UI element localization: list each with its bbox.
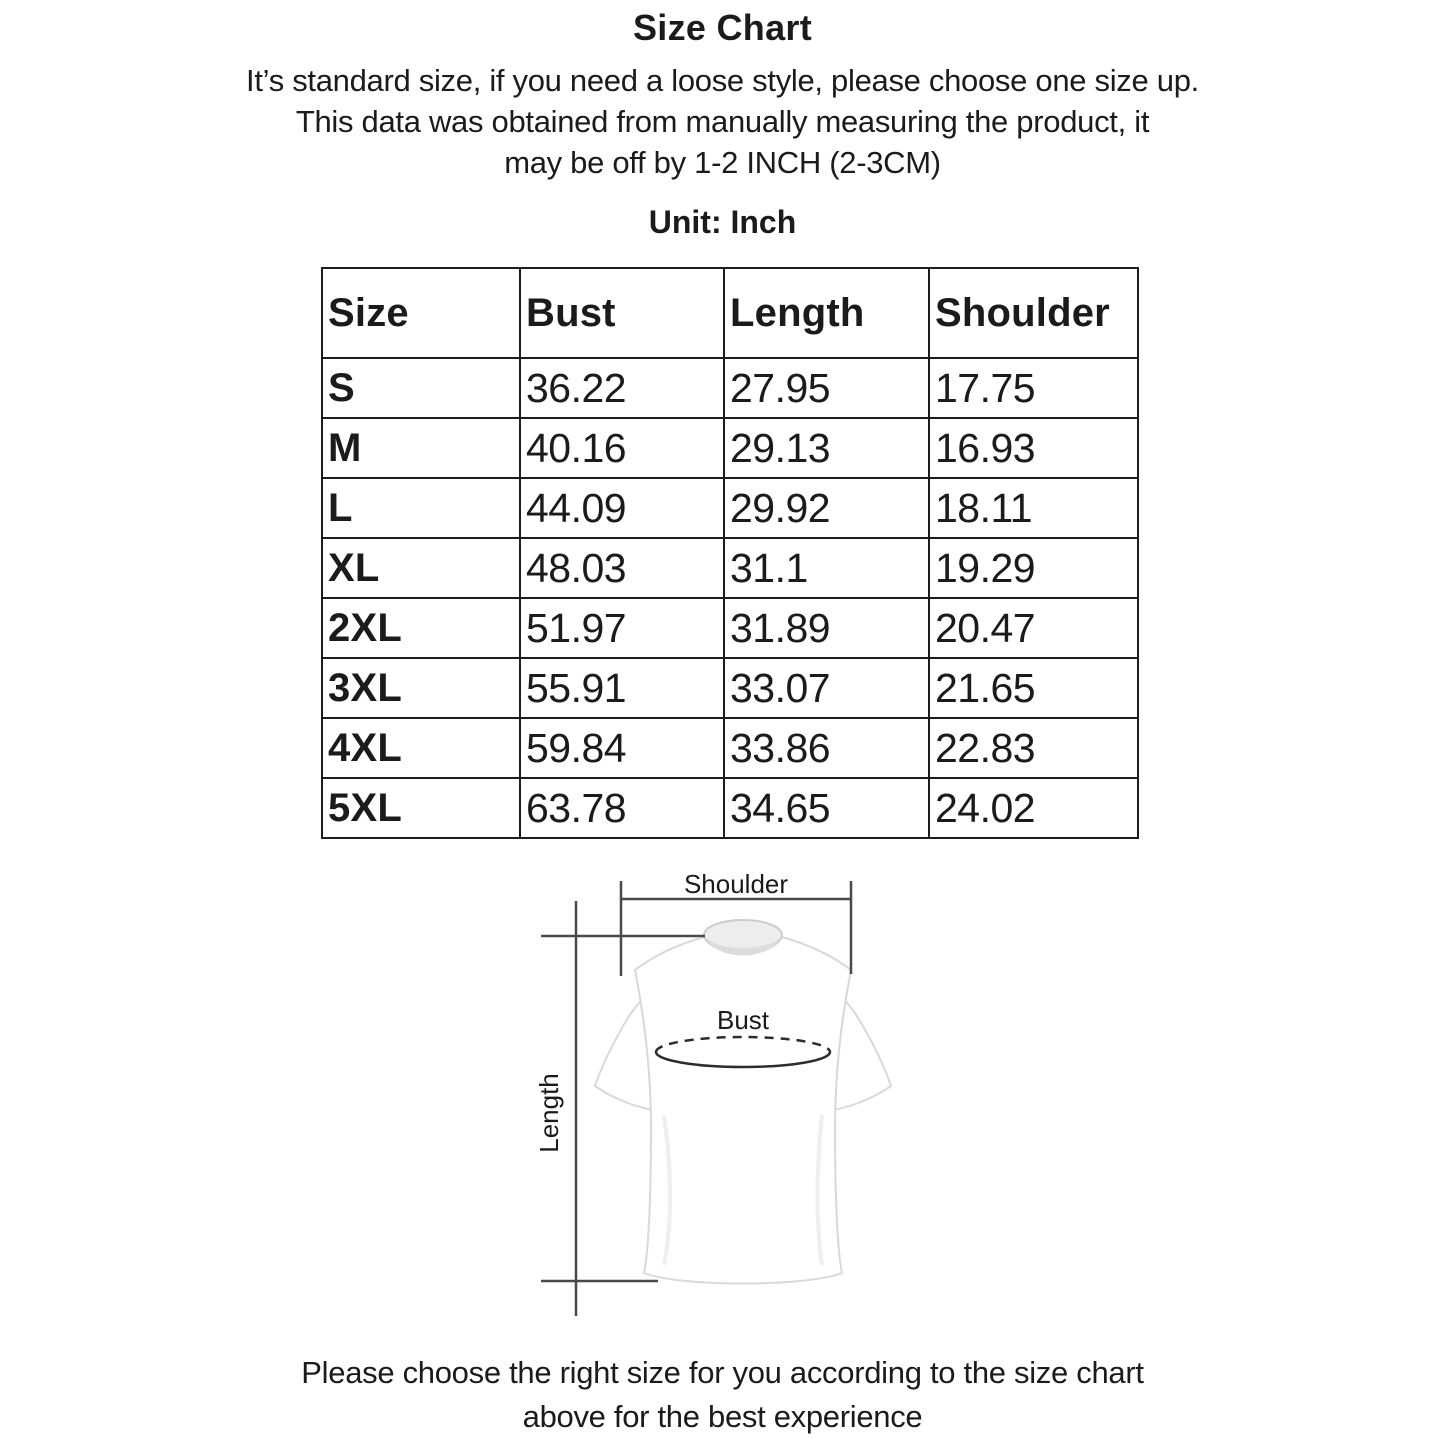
length-cell: 33.07 [724, 658, 929, 718]
table-row [322, 778, 1138, 838]
shoulder-cell: 16.93 [929, 418, 1138, 478]
bust-cell: 59.84 [520, 718, 724, 778]
length-cell: 27.95 [724, 358, 929, 418]
column-header-length: Length [724, 268, 929, 358]
length-cell: 34.65 [724, 778, 929, 838]
shoulder-cell: 19.29 [929, 538, 1138, 598]
bust-cell: 48.03 [520, 538, 724, 598]
bust-cell: 51.97 [520, 598, 724, 658]
length-cell: 29.92 [724, 478, 929, 538]
table-row [322, 718, 1138, 778]
length-cell: 29.13 [724, 418, 929, 478]
length-diagram-label: Length [534, 1073, 564, 1153]
size-chart-table [321, 267, 1139, 839]
shoulder-cell: 17.75 [929, 358, 1138, 418]
bust-cell: 63.78 [520, 778, 724, 838]
size-cell: S [322, 358, 520, 418]
size-note-line-2: This data was obtained from manually measuring the product, it [295, 104, 1150, 139]
tshirt-graphic [595, 920, 891, 1284]
tshirt-diagram-svg [518, 871, 976, 1335]
length-cell: 31.89 [724, 598, 929, 658]
size-note [0, 60, 1445, 183]
column-header-size: Size [322, 268, 520, 358]
column-header-shoulder: Shoulder [929, 268, 1138, 358]
size-cell: 4XL [322, 718, 520, 778]
bust-cell: 36.22 [520, 358, 724, 418]
length-cell: 31.1 [724, 538, 929, 598]
column-header-bust: Bust [520, 268, 724, 358]
bust-cell: 40.16 [520, 418, 724, 478]
shoulder-diagram-label: Shoulder [683, 871, 789, 899]
table-row [322, 418, 1138, 478]
size-cell: 2XL [322, 598, 520, 658]
footer-note-line-1: Please choose the right size for you according to the size chart [301, 1355, 1144, 1390]
table-row [322, 538, 1138, 598]
bust-diagram-label: Bust [716, 1005, 770, 1035]
footer-note [0, 1351, 1445, 1439]
bust-cell: 44.09 [520, 478, 724, 538]
length-cell: 33.86 [724, 718, 929, 778]
size-cell: XL [322, 538, 520, 598]
table-row [322, 598, 1138, 658]
page-title: Size Chart [632, 7, 813, 48]
table-row [322, 358, 1138, 418]
bust-cell: 55.91 [520, 658, 724, 718]
shoulder-cell: 18.11 [929, 478, 1138, 538]
table-row [322, 658, 1138, 718]
unit-label: Unit: Inch [648, 204, 797, 240]
shoulder-cell: 24.02 [929, 778, 1138, 838]
shoulder-cell: 22.83 [929, 718, 1138, 778]
size-cell: M [322, 418, 520, 478]
table-header-row [322, 268, 1138, 358]
size-note-line-1: It’s standard size, if you need a loose style, please choose one size up. [246, 63, 1199, 98]
size-cell: 3XL [322, 658, 520, 718]
size-cell: L [322, 478, 520, 538]
footer-note-line-2: above for the best experience [522, 1399, 923, 1434]
size-note-line-3: may be off by 1-2 INCH (2-3CM) [504, 145, 941, 180]
size-cell: 5XL [322, 778, 520, 838]
table-row [322, 478, 1138, 538]
shoulder-cell: 20.47 [929, 598, 1138, 658]
shoulder-cell: 21.65 [929, 658, 1138, 718]
tshirt-measurement-diagram [518, 871, 976, 1335]
